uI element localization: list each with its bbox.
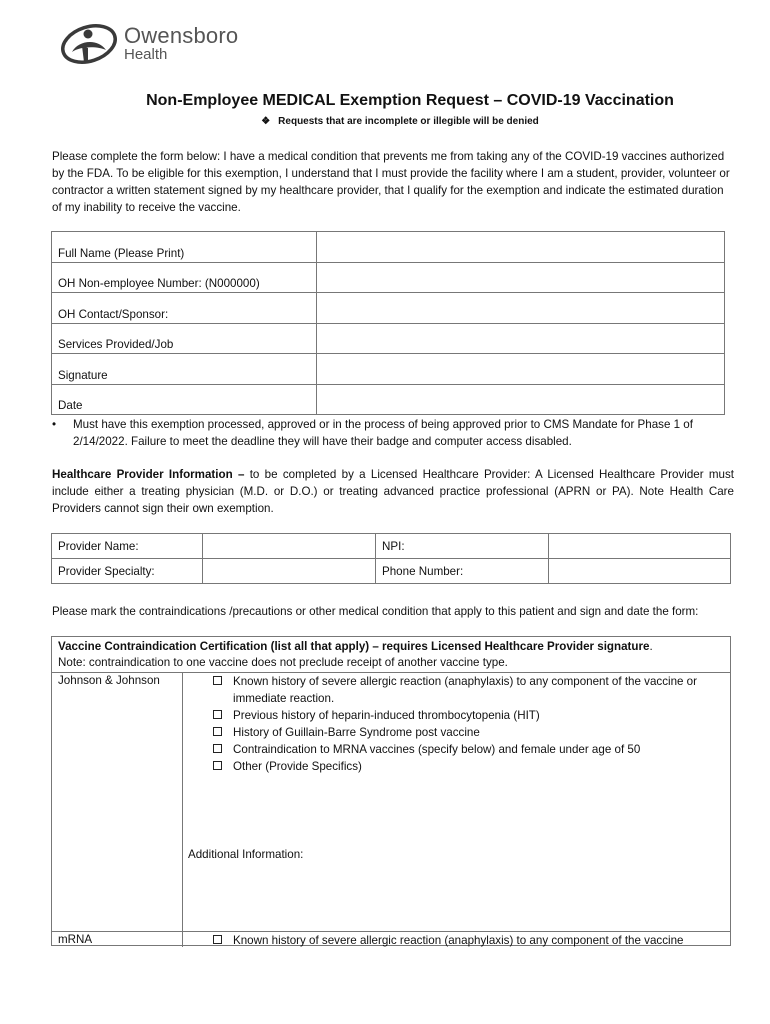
hp-text: to be completed by a Licensed Healthcare Provider: A Licensed Healthcare Provider must include either a treating physician (M.D. or D.O.) or treating advanced practice professional (APRN or PA). Note Health Care Providers cannot sign their own exemption. (52, 468, 734, 515)
mrna-options (210, 932, 730, 949)
option-label: Contraindication to MRNA vaccines (specify below) and female under age of 50 (233, 743, 641, 756)
deadline-text: Must have this exemption processed, approved or in the process of being approved prior to CMS Mandate for Phase 1 of 2/14/2022. Failure to meet the deadline they will have their badge and computer access disabled. (73, 418, 693, 448)
field-label: OH Contact/Sponsor: (52, 293, 317, 324)
table-row (52, 262, 725, 293)
full-name-field[interactable] (317, 232, 725, 263)
list-item (210, 932, 730, 949)
field-label: Signature (52, 354, 317, 385)
signature-field[interactable] (317, 354, 725, 385)
npi-label: NPI: (376, 534, 549, 559)
field-label: OH Non-employee Number: (N000000) (52, 262, 317, 293)
list-item (210, 758, 730, 775)
phone-number-field[interactable] (549, 559, 731, 584)
mark-instructions: Please mark the contraindications /precautions or other medical condition that apply to this patient and sign and date the form: (52, 605, 699, 618)
bullet-icon: • (52, 418, 57, 431)
field-label: Date (52, 384, 317, 415)
checkbox[interactable] (213, 676, 222, 685)
checkbox[interactable] (213, 744, 222, 753)
contraindication-certification (51, 636, 731, 946)
additional-info-label: Additional Information: (188, 848, 304, 861)
list-item (210, 724, 730, 741)
cert-heading-end: . (649, 640, 653, 653)
table-row (52, 232, 725, 263)
provider-table (51, 533, 731, 584)
phone-number-label: Phone Number: (376, 559, 549, 584)
provider-name-label: Provider Name: (52, 534, 203, 559)
table-row (52, 384, 725, 415)
divider (182, 673, 183, 947)
table-row (52, 323, 725, 354)
table-row (52, 354, 725, 385)
checkbox[interactable] (213, 710, 222, 719)
table-row (52, 559, 731, 584)
provider-name-field[interactable] (203, 534, 376, 559)
owensboro-health-logo (58, 22, 258, 66)
hp-heading: Healthcare Provider Information – (52, 468, 245, 481)
checkbox[interactable] (213, 727, 222, 736)
cert-heading: Vaccine Contraindication Certification (list all that apply) – requires Licensed Healthcare Provider signature (58, 640, 650, 653)
list-item (210, 673, 730, 707)
jj-options (210, 673, 730, 775)
logo-mark-icon (58, 22, 120, 66)
contact-sponsor-field[interactable] (317, 293, 725, 324)
option-label: History of Guillain-Barre Syndrome post vaccine (233, 726, 480, 739)
option-label: Previous history of heparin-induced thrombocytopenia (HIT) (233, 709, 540, 722)
provider-specialty-field[interactable] (203, 559, 376, 584)
list-item (210, 707, 730, 724)
mrna-label: mRNA (58, 933, 93, 946)
field-label: Full Name (Please Print) (52, 232, 317, 263)
provider-specialty-label: Provider Specialty: (52, 559, 203, 584)
table-row (52, 534, 731, 559)
list-item (210, 741, 730, 758)
checkbox[interactable] (213, 935, 222, 944)
form-title: Non-Employee MEDICAL Exemption Request – COVID-19 Vaccination (146, 92, 674, 109)
npi-field[interactable] (549, 534, 731, 559)
checkbox[interactable] (213, 761, 222, 770)
jj-label: Johnson & Johnson (58, 674, 160, 687)
cert-note: Note: contraindication to one vaccine does not preclude receipt of another vaccine type. (58, 656, 508, 669)
table-row (52, 293, 725, 324)
notice (0, 116, 770, 127)
employee-info-table (51, 231, 725, 415)
option-label: Known history of severe allergic reaction (anaphylaxis) to any component of the vaccine or immediate reaction. (233, 675, 697, 705)
deadline-bullet (52, 416, 734, 450)
non-employee-number-field[interactable] (317, 262, 725, 293)
services-job-field[interactable] (317, 323, 725, 354)
diamond-bullet-icon: ❖ (261, 116, 271, 127)
option-label: Other (Provide Specifics) (233, 760, 362, 773)
date-field[interactable] (317, 384, 725, 415)
cert-header (58, 639, 653, 671)
logo-name: Owensboro (124, 23, 239, 48)
option-label: Known history of severe allergic reaction (anaphylaxis) to any component of the vaccine (233, 934, 684, 947)
logo-sub: Health (124, 46, 168, 63)
intro-paragraph: Please complete the form below: I have a medical condition that prevents me from taking any of the COVID-19 vaccines authorized by the FDA. To be eligible for this exemption, I understand that I must provide the facility where I am a student, provider, volunteer or contractor a written statement signed by my healthcare provider, that I qualify for the exemption and indicate the estimated duration of my inability to receive the vaccine. (52, 150, 730, 214)
field-label: Services Provided/Job (52, 323, 317, 354)
healthcare-provider-info (52, 466, 734, 517)
notice-text: Requests that are incomplete or illegible will be denied (278, 116, 539, 127)
